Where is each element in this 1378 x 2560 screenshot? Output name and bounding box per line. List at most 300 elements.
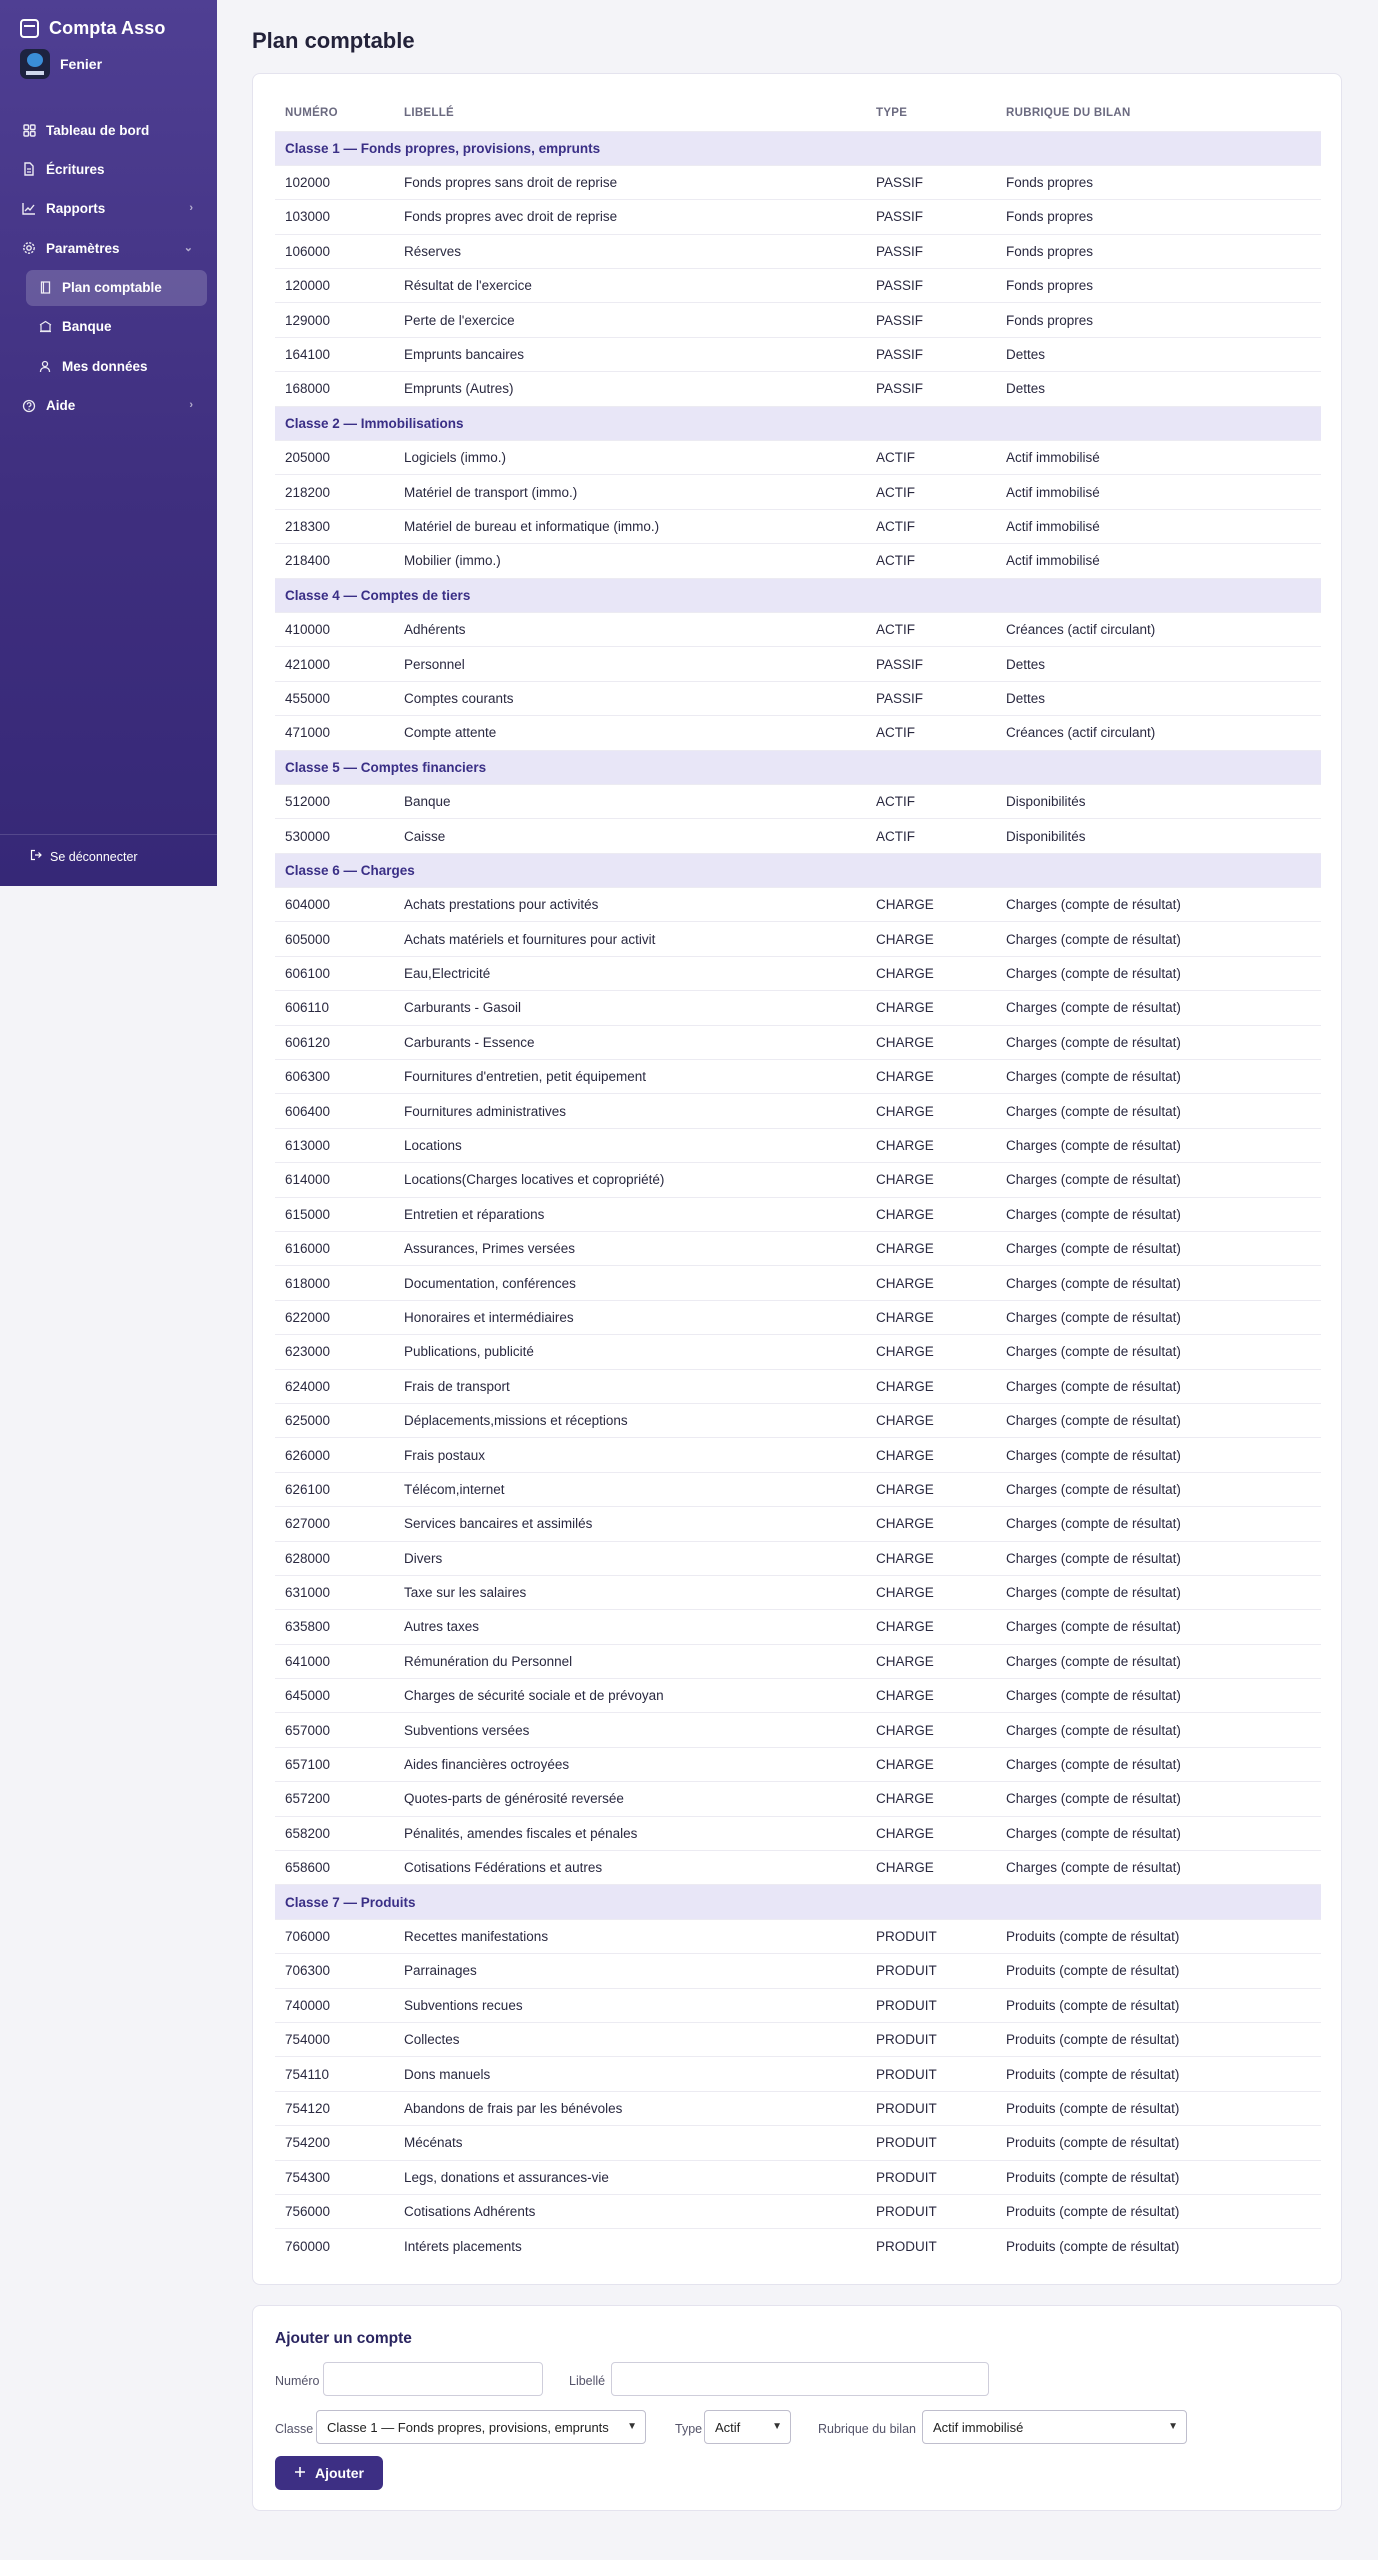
add-account-button[interactable] (275, 2456, 383, 2490)
table-row[interactable] (275, 2160, 1321, 2194)
account-number: 421000 (275, 647, 394, 681)
account-label: Logiciels (immo.) (394, 441, 866, 475)
account-balance-section: Fonds propres (996, 303, 1321, 337)
account-balance-section: Charges (compte de résultat) (996, 956, 1321, 990)
account-type: PRODUIT (866, 2057, 996, 2091)
table-row[interactable] (275, 647, 1321, 681)
account-balance-section: Charges (compte de résultat) (996, 1610, 1321, 1644)
account-balance-section: Charges (compte de résultat) (996, 991, 1321, 1025)
account-type: CHARGE (866, 1541, 996, 1575)
account-label: Fonds propres avec droit de reprise (394, 200, 866, 234)
account-type: PRODUIT (866, 2229, 996, 2263)
account-label: Charges de sécurité sociale et de prévoyan (394, 1679, 866, 1713)
table-row[interactable] (275, 1335, 1321, 1369)
table-row[interactable] (275, 1369, 1321, 1403)
account-number: 530000 (275, 819, 394, 853)
table-row[interactable] (275, 1472, 1321, 1506)
column-header-balance-section[interactable]: RUBRIQUE DU BILAN (1006, 107, 1131, 120)
account-number: 606300 (275, 1060, 394, 1094)
account-balance-section: Disponibilités (996, 784, 1321, 818)
table-row[interactable] (275, 1163, 1321, 1197)
account-label: Abandons de frais par les bénévoles (394, 2091, 866, 2125)
account-balance-section: Charges (compte de résultat) (996, 1644, 1321, 1678)
table-row[interactable] (275, 1988, 1321, 2022)
account-balance-section: Charges (compte de résultat) (996, 1163, 1321, 1197)
logout-label: Se déconnecter (50, 849, 138, 864)
sidebar-item-help[interactable] (10, 388, 207, 424)
account-type: PRODUIT (866, 2022, 996, 2056)
sidebar-item-label: Banque (62, 319, 112, 335)
table-group-row (275, 131, 1321, 165)
account-label: Cotisations Fédérations et autres (394, 1851, 866, 1885)
column-header-type[interactable]: TYPE (876, 107, 908, 120)
account-number: 657100 (275, 1747, 394, 1781)
table-row[interactable] (275, 956, 1321, 990)
brand[interactable] (20, 18, 165, 39)
account-balance-section: Charges (compte de résultat) (996, 888, 1321, 922)
account-number: 740000 (275, 1988, 394, 2022)
table-row[interactable] (275, 509, 1321, 543)
account-label: Locations(Charges locatives et copropriété) (394, 1163, 866, 1197)
account-number: 606400 (275, 1094, 394, 1128)
account-label: Collectes (394, 2022, 866, 2056)
account-type: CHARGE (866, 1197, 996, 1231)
sidebar-item-label: Plan comptable (62, 280, 162, 296)
table-row[interactable] (275, 200, 1321, 234)
account-label: Autres taxes (394, 1610, 866, 1644)
account-balance-section: Disponibilités (996, 819, 1321, 853)
table-group-row (275, 578, 1321, 612)
table-group-row (275, 750, 1321, 784)
chevron-down-icon: ⌄ (183, 242, 193, 255)
table-row[interactable] (275, 165, 1321, 199)
account-balance-section: Charges (compte de résultat) (996, 1851, 1321, 1885)
account-type: CHARGE (866, 1128, 996, 1162)
account-label: Frais postaux (394, 1438, 866, 1472)
table-row[interactable] (275, 1060, 1321, 1094)
table-row[interactable] (275, 2022, 1321, 2056)
account-balance-section: Dettes (996, 337, 1321, 371)
account-type: PRODUIT (866, 2126, 996, 2160)
account-number: 645000 (275, 1679, 394, 1713)
account-balance-section: Charges (compte de résultat) (996, 1232, 1321, 1266)
table-row[interactable] (275, 784, 1321, 818)
account-balance-section: Charges (compte de résultat) (996, 1438, 1321, 1472)
account-type: CHARGE (866, 1507, 996, 1541)
account-number: 754110 (275, 2057, 394, 2091)
sidebar-item-entries[interactable] (10, 151, 207, 187)
group-title: Classe 7 — Produits (275, 1885, 1321, 1919)
plus-icon (294, 2465, 306, 2481)
account-number: 706300 (275, 1954, 394, 1988)
account-number: 631000 (275, 1575, 394, 1609)
account-balance-section: Actif immobilisé (996, 509, 1321, 543)
account-label: Matériel de transport (immo.) (394, 475, 866, 509)
account-type: ACTIF (866, 509, 996, 543)
account-number: 410000 (275, 612, 394, 646)
table-row[interactable] (275, 1644, 1321, 1678)
org-name: Fenier (60, 56, 103, 72)
table-row[interactable] (275, 991, 1321, 1025)
account-number: 218300 (275, 509, 394, 543)
account-number: 106000 (275, 234, 394, 268)
table-row[interactable] (275, 1782, 1321, 1816)
account-label: Déplacements,missions et réceptions (394, 1403, 866, 1437)
table-row[interactable] (275, 1816, 1321, 1850)
table-row[interactable] (275, 1438, 1321, 1472)
account-type: ACTIF (866, 441, 996, 475)
account-label: Personnel (394, 647, 866, 681)
account-number: 205000 (275, 441, 394, 475)
account-number: 635800 (275, 1610, 394, 1644)
table-row[interactable] (275, 1232, 1321, 1266)
grid-icon (22, 123, 36, 137)
account-type: CHARGE (866, 1060, 996, 1094)
libelle-label: Libellé (569, 2374, 606, 2388)
account-label: Recettes manifestations (394, 1919, 866, 1953)
table-row[interactable] (275, 2126, 1321, 2160)
account-label: Banque (394, 784, 866, 818)
rubrique-select-value: Actif immobilisé (933, 2419, 1024, 2435)
account-type: PASSIF (866, 303, 996, 337)
table-row[interactable] (275, 2229, 1321, 2263)
table-row[interactable] (275, 1851, 1321, 1885)
account-label: Subventions recues (394, 1988, 866, 2022)
table-row[interactable] (275, 1575, 1321, 1609)
account-number: 218200 (275, 475, 394, 509)
sidebar-item-my-data[interactable] (26, 348, 207, 384)
account-type: ACTIF (866, 475, 996, 509)
account-label: Emprunts (Autres) (394, 372, 866, 406)
sidebar-item-label: Rapports (46, 201, 106, 217)
account-type: PASSIF (866, 372, 996, 406)
chevron-right-icon: › (189, 201, 193, 214)
account-label: Publications, publicité (394, 1335, 866, 1369)
org-avatar (20, 49, 50, 79)
table-row[interactable] (275, 441, 1321, 475)
table-row[interactable] (275, 888, 1321, 922)
account-number: 658200 (275, 1816, 394, 1850)
account-type: PRODUIT (866, 1988, 996, 2022)
sidebar-item-reports[interactable] (10, 191, 207, 227)
table-row[interactable] (275, 1266, 1321, 1300)
account-balance-section: Charges (compte de résultat) (996, 1541, 1321, 1575)
account-label: Adhérents (394, 612, 866, 646)
organization[interactable] (20, 49, 102, 79)
account-label: Caisse (394, 819, 866, 853)
account-number: 604000 (275, 888, 394, 922)
accounts-table (275, 96, 1321, 2263)
account-balance-section: Produits (compte de résultat) (996, 2194, 1321, 2228)
account-type: ACTIF (866, 784, 996, 818)
account-type: PRODUIT (866, 1919, 996, 1953)
table-row[interactable] (275, 1507, 1321, 1541)
table-header-row (275, 96, 1321, 131)
account-number: 754000 (275, 2022, 394, 2056)
account-label: Carburants - Gasoil (394, 991, 866, 1025)
document-icon (22, 162, 36, 176)
add-account-card (252, 2305, 1342, 2511)
chevron-right-icon: › (189, 398, 193, 411)
account-type: CHARGE (866, 1679, 996, 1713)
account-balance-section: Charges (compte de résultat) (996, 922, 1321, 956)
sidebar-item-label: Aide (46, 398, 76, 414)
rubrique-select[interactable] (922, 2410, 1187, 2444)
numero-label: Numéro (275, 2374, 320, 2388)
account-balance-section: Fonds propres (996, 200, 1321, 234)
account-number: 455000 (275, 681, 394, 715)
account-number: 706000 (275, 1919, 394, 1953)
account-type: CHARGE (866, 1782, 996, 1816)
account-balance-section: Charges (compte de résultat) (996, 1300, 1321, 1334)
account-type: ACTIF (866, 544, 996, 578)
account-label: Parrainages (394, 1954, 866, 1988)
account-label: Mobilier (immo.) (394, 544, 866, 578)
account-type: CHARGE (866, 1747, 996, 1781)
account-number: 606110 (275, 991, 394, 1025)
table-row[interactable] (275, 1197, 1321, 1231)
account-balance-section: Produits (compte de résultat) (996, 2126, 1321, 2160)
table-row[interactable] (275, 681, 1321, 715)
book-icon (38, 281, 52, 295)
group-title: Classe 2 — Immobilisations (275, 406, 1321, 440)
table-row[interactable] (275, 372, 1321, 406)
account-label: Locations (394, 1128, 866, 1162)
account-balance-section: Charges (compte de résultat) (996, 1782, 1321, 1816)
account-label: Cotisations Adhérents (394, 2194, 866, 2228)
table-row[interactable] (275, 303, 1321, 337)
account-balance-section: Charges (compte de résultat) (996, 1025, 1321, 1059)
account-label: Emprunts bancaires (394, 337, 866, 371)
account-balance-section: Charges (compte de résultat) (996, 1128, 1321, 1162)
group-title: Classe 1 — Fonds propres, provisions, emprunts (275, 131, 1321, 165)
table-row[interactable] (275, 922, 1321, 956)
account-balance-section: Charges (compte de résultat) (996, 1747, 1321, 1781)
account-type: CHARGE (866, 1644, 996, 1678)
account-number: 625000 (275, 1403, 394, 1437)
account-balance-section: Charges (compte de résultat) (996, 1472, 1321, 1506)
account-label: Compte attente (394, 716, 866, 750)
table-row[interactable] (275, 1747, 1321, 1781)
account-label: Services bancaires et assimilés (394, 1507, 866, 1541)
table-row[interactable] (275, 1541, 1321, 1575)
account-type: CHARGE (866, 1094, 996, 1128)
chart-icon (22, 202, 36, 216)
account-label: Dons manuels (394, 2057, 866, 2091)
brand-logo-icon (20, 19, 39, 38)
account-balance-section: Charges (compte de résultat) (996, 1369, 1321, 1403)
account-type: CHARGE (866, 1472, 996, 1506)
table-row[interactable] (275, 1403, 1321, 1437)
table-group-row (275, 406, 1321, 440)
sidebar-divider (0, 834, 217, 835)
gear-icon (22, 241, 36, 255)
account-number: 606120 (275, 1025, 394, 1059)
account-number: 756000 (275, 2194, 394, 2228)
sidebar-item-label: Paramètres (46, 240, 120, 256)
account-number: 628000 (275, 1541, 394, 1575)
table-row[interactable] (275, 1713, 1321, 1747)
account-label: Honoraires et intermédiaires (394, 1300, 866, 1334)
table-group-row (275, 1885, 1321, 1919)
sidebar-item-dashboard[interactable] (10, 112, 207, 148)
table-row[interactable] (275, 1679, 1321, 1713)
help-icon (22, 399, 36, 413)
account-balance-section: Dettes (996, 681, 1321, 715)
account-label: Intérets placements (394, 2229, 866, 2263)
group-title: Classe 4 — Comptes de tiers (275, 578, 1321, 612)
account-balance-section: Dettes (996, 372, 1321, 406)
account-type: CHARGE (866, 1438, 996, 1472)
account-number: 626000 (275, 1438, 394, 1472)
classe-select[interactable] (316, 2410, 646, 2444)
table-row[interactable] (275, 2194, 1321, 2228)
account-type: CHARGE (866, 1713, 996, 1747)
table-row[interactable] (275, 269, 1321, 303)
classe-select-value: Classe 1 — Fonds propres, provisions, emprunts (327, 2419, 609, 2435)
account-balance-section: Produits (compte de résultat) (996, 2091, 1321, 2125)
table-row[interactable] (275, 1094, 1321, 1128)
table-row[interactable] (275, 475, 1321, 509)
account-label: Entretien et réparations (394, 1197, 866, 1231)
account-balance-section: Charges (compte de résultat) (996, 1507, 1321, 1541)
table-row[interactable] (275, 612, 1321, 646)
type-select[interactable] (704, 2410, 791, 2444)
sidebar-item-bank[interactable] (26, 309, 207, 345)
account-number: 657000 (275, 1713, 394, 1747)
sidebar-item-settings[interactable] (10, 230, 207, 266)
table-row[interactable] (275, 337, 1321, 371)
sidebar-item-label: Tableau de bord (46, 122, 150, 138)
account-balance-section: Fonds propres (996, 165, 1321, 199)
account-label: Aides financières octroyées (394, 1747, 866, 1781)
table-row[interactable] (275, 1610, 1321, 1644)
table-row[interactable] (275, 1025, 1321, 1059)
account-number: 164100 (275, 337, 394, 371)
table-row[interactable] (275, 716, 1321, 750)
rubrique-label: Rubrique du bilan (818, 2422, 916, 2436)
account-balance-section: Actif immobilisé (996, 475, 1321, 509)
chevron-down-icon: ▼ (1168, 2421, 1178, 2432)
table-row[interactable] (275, 819, 1321, 853)
libelle-input[interactable] (611, 2362, 989, 2396)
account-type: PRODUIT (866, 1954, 996, 1988)
account-type: CHARGE (866, 1335, 996, 1369)
account-type: CHARGE (866, 1025, 996, 1059)
account-label: Réserves (394, 234, 866, 268)
account-label: Fournitures d'entretien, petit équipement (394, 1060, 866, 1094)
account-number: 102000 (275, 165, 394, 199)
table-row[interactable] (275, 1128, 1321, 1162)
account-label: Fonds propres sans droit de reprise (394, 165, 866, 199)
account-number: 512000 (275, 784, 394, 818)
account-balance-section: Fonds propres (996, 234, 1321, 268)
account-number: 627000 (275, 1507, 394, 1541)
account-type: CHARGE (866, 1266, 996, 1300)
chevron-down-icon: ▼ (627, 2421, 637, 2432)
account-balance-section: Charges (compte de résultat) (996, 1403, 1321, 1437)
account-balance-section: Produits (compte de résultat) (996, 2229, 1321, 2263)
table-row[interactable] (275, 544, 1321, 578)
account-label: Taxe sur les salaires (394, 1575, 866, 1609)
account-balance-section: Charges (compte de résultat) (996, 1094, 1321, 1128)
account-balance-section: Actif immobilisé (996, 544, 1321, 578)
account-balance-section: Créances (actif circulant) (996, 716, 1321, 750)
account-number: 618000 (275, 1266, 394, 1300)
account-label: Quotes-parts de générosité reversée (394, 1782, 866, 1816)
account-number: 658600 (275, 1851, 394, 1885)
account-number: 641000 (275, 1644, 394, 1678)
add-account-button-label: Ajouter (315, 2465, 364, 2481)
column-header-number[interactable]: NUMÉRO (285, 107, 338, 120)
account-label: Achats matériels et fournitures pour activit (394, 922, 866, 956)
column-header-label[interactable]: LIBELLÉ (404, 107, 455, 120)
table-row[interactable] (275, 2057, 1321, 2091)
sidebar (0, 0, 217, 886)
account-type: CHARGE (866, 991, 996, 1025)
account-label: Télécom,internet (394, 1472, 866, 1506)
account-number: 614000 (275, 1163, 394, 1197)
table-row[interactable] (275, 1919, 1321, 1953)
account-number: 129000 (275, 303, 394, 337)
account-balance-section: Produits (compte de résultat) (996, 2022, 1321, 2056)
account-label: Carburants - Essence (394, 1025, 866, 1059)
account-number: 760000 (275, 2229, 394, 2263)
account-label: Assurances, Primes versées (394, 1232, 866, 1266)
account-type: CHARGE (866, 1851, 996, 1885)
account-type: CHARGE (866, 1369, 996, 1403)
table-row[interactable] (275, 1300, 1321, 1334)
sidebar-item-label: Mes données (62, 358, 148, 374)
account-balance-section: Charges (compte de résultat) (996, 1266, 1321, 1300)
account-type: PRODUIT (866, 2160, 996, 2194)
table-row[interactable] (275, 1954, 1321, 1988)
logout-button[interactable] (30, 849, 138, 864)
classe-label: Classe (275, 2422, 314, 2436)
chart-of-accounts-card (252, 73, 1342, 2285)
user-icon (38, 359, 52, 373)
account-number: 754200 (275, 2126, 394, 2160)
bank-icon (38, 320, 52, 334)
account-type: PASSIF (866, 337, 996, 371)
account-number: 616000 (275, 1232, 394, 1266)
account-type: ACTIF (866, 612, 996, 646)
sidebar-item-label: Écritures (46, 161, 105, 177)
table-row[interactable] (275, 2091, 1321, 2125)
account-number: 605000 (275, 922, 394, 956)
account-type: CHARGE (866, 1163, 996, 1197)
numero-input[interactable] (323, 2362, 543, 2396)
account-label: Matériel de bureau et informatique (immo.) (394, 509, 866, 543)
account-balance-section: Produits (compte de résultat) (996, 1988, 1321, 2022)
account-label: Divers (394, 1541, 866, 1575)
account-number: 615000 (275, 1197, 394, 1231)
account-balance-section: Fonds propres (996, 269, 1321, 303)
account-number: 657200 (275, 1782, 394, 1816)
account-balance-section: Produits (compte de résultat) (996, 1954, 1321, 1988)
main-nav (0, 112, 217, 427)
account-number: 606100 (275, 956, 394, 990)
sidebar-item-chart-of-accounts[interactable] (26, 270, 207, 306)
account-balance-section: Charges (compte de résultat) (996, 1575, 1321, 1609)
account-number: 626100 (275, 1472, 394, 1506)
account-number: 120000 (275, 269, 394, 303)
account-balance-section: Actif immobilisé (996, 441, 1321, 475)
table-row[interactable] (275, 234, 1321, 268)
account-label: Frais de transport (394, 1369, 866, 1403)
account-type: ACTIF (866, 819, 996, 853)
account-label: Pénalités, amendes fiscales et pénales (394, 1816, 866, 1850)
